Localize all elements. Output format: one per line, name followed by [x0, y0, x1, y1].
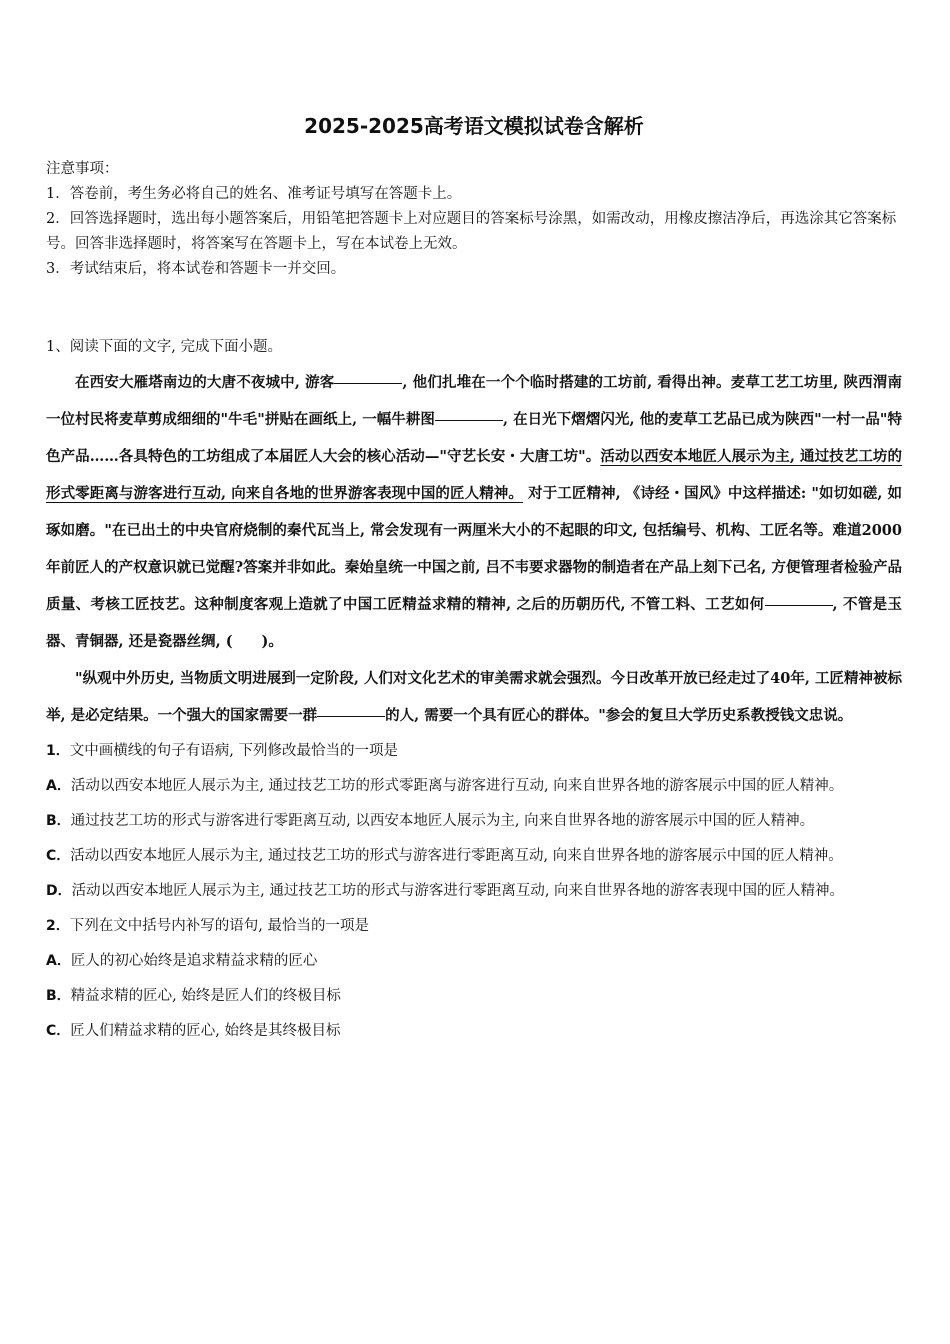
option-text: 活动以西安本地匠人展示为主, 通过技艺工坊的形式零距离与游客进行互动, 向来自世界各地的游客展示中国的匠人精神。 — [70, 778, 844, 794]
question-2-option-c — [46, 1014, 902, 1049]
question-number: 1． — [46, 743, 70, 759]
notes-item-1: 1．答卷前，考生务必将自己的姓名、准考证号填写在答题卡上。 — [46, 186, 462, 202]
passage-text: , 他们扎堆在一个个临时搭建的工坊前, 看得出神。麦草工艺工坊里, 陕西渭南一位村民将麦草剪成细细的"牛毛"拼贴在画纸上, 一幅牛耕图 — [46, 374, 902, 428]
question-1-option-c — [46, 839, 902, 874]
passage-text: "纵观中外历史, 当物质文明进展到一定阶段, 人们对文化艺术的审美需求就会强烈。今日改革开放已经走过了40年, 工匠精神被标举, 是必定结果。一个强大的国家需要一群 — [46, 670, 902, 724]
fill-blank — [765, 604, 833, 606]
notes-item-2: 2．回答选择题时，选出每小题答案后，用铅笔把答题卡上对应题目的答案标号涂黑，如需改动，用橡皮擦洁净后，再选涂其它答案标号。回答非选择题时，将答案写在答题卡上，写在本试卷上无效。 — [46, 211, 897, 252]
passage-text: , 在日光下熠熠闪光, 他的麦草工艺品已成为陕西"一村一品"特色产品……各具特色的工坊组成了本届匠人大会的核心活动—"守艺长安・大唐工坊"。 — [46, 411, 902, 465]
question-list — [46, 734, 902, 1049]
option-label: B． — [46, 813, 71, 829]
option-text: 活动以西安本地匠人展示为主, 通过技艺工坊的形式与游客进行零距离互动, 向来自世界各地的游客展示中国的匠人精神。 — [70, 848, 843, 864]
option-label: D． — [46, 883, 72, 899]
passage-paragraph-1 — [46, 364, 902, 660]
option-text: 活动以西安本地匠人展示为主, 通过技艺工坊的形式与游客进行零距离互动, 向来自世界各地的游客表现中国的匠人精神。 — [71, 883, 845, 899]
notes-item-3: 3．考试结束后，将本试卷和答题卡一并交回。 — [46, 261, 346, 277]
option-label: B． — [46, 988, 71, 1004]
question-text: 下列在文中括号内补写的语句, 最恰当的一项是 — [69, 918, 369, 934]
option-text: 匠人们精益求精的匠心, 始终是其终极目标 — [70, 1023, 341, 1039]
option-text: 通过技艺工坊的形式与游客进行零距离互动, 以西安本地匠人展示为主, 向来自世界各地的游客展示中国的匠人精神。 — [70, 813, 815, 829]
question-2-stem — [46, 909, 902, 944]
question-1-option-d — [46, 874, 902, 909]
document-title: 2025-2025高考语文模拟试卷含解析 — [304, 114, 644, 138]
passage-text: 对于工匠精神, 《诗经・国风》中这样描述: "如切如磋, 如琢如磨。"在已出土的中央官府烧制的秦代瓦当上, 常会发现有一两厘米大小的不起眼的印文, 包括编号、机构、工匠名等。难道2000年前匠人的产权意识就已觉醒?答案并非如此。秦始皇统一中国之前, 吕不韦要求器物的制造者在产品上刻下己名, 方便管理者检验产品质量、考核工匠技艺。这种制度客观上造就了中国工匠精益求精的精神, 之后的历朝历代, 不管工料、工艺如何 — [46, 485, 903, 613]
question-1-stem — [46, 734, 902, 769]
underlined-sentence: 活动以西安本地匠人展示为主, 通过技艺工坊的形式零距离与游客进行互动, 向来自各地的世界游客表现中国的匠人精神。 — [46, 448, 902, 502]
question-1-option-a — [46, 769, 902, 804]
passage-text: 的人, 需要一个具有匠心的群体。"参会的复旦大学历史系教授钱文忠说。 — [385, 707, 853, 724]
option-label: A． — [46, 778, 71, 794]
option-label: C． — [46, 848, 71, 864]
fill-blank — [334, 382, 402, 384]
fill-blank — [317, 715, 385, 717]
exam-notes — [46, 157, 902, 282]
option-label: A． — [46, 953, 71, 969]
notes-heading: 注意事项： — [46, 161, 119, 177]
passage-text: 在西安大雁塔南边的大唐不夜城中, 游客 — [75, 374, 335, 391]
question-number: 2． — [46, 918, 70, 934]
option-text: 匠人的初心始终是追求精益求精的匠心 — [70, 953, 318, 969]
fill-blank — [435, 419, 503, 421]
option-text: 精益求精的匠心, 始终是匠人们的终极目标 — [70, 988, 341, 1004]
option-label: C． — [46, 1023, 71, 1039]
question-2-option-a — [46, 944, 902, 979]
passage-text: , 不管是玉器、青铜器, 还是瓷器丝绸, ( )。 — [46, 596, 902, 650]
passage-paragraph-2 — [46, 660, 902, 734]
section-heading: 1、阅读下面的文字, 完成下面小题。 — [46, 339, 282, 355]
question-2-option-b — [46, 979, 902, 1014]
question-text: 文中画横线的句子有语病, 下列修改最恰当的一项是 — [69, 743, 398, 759]
question-1-option-b — [46, 804, 902, 839]
